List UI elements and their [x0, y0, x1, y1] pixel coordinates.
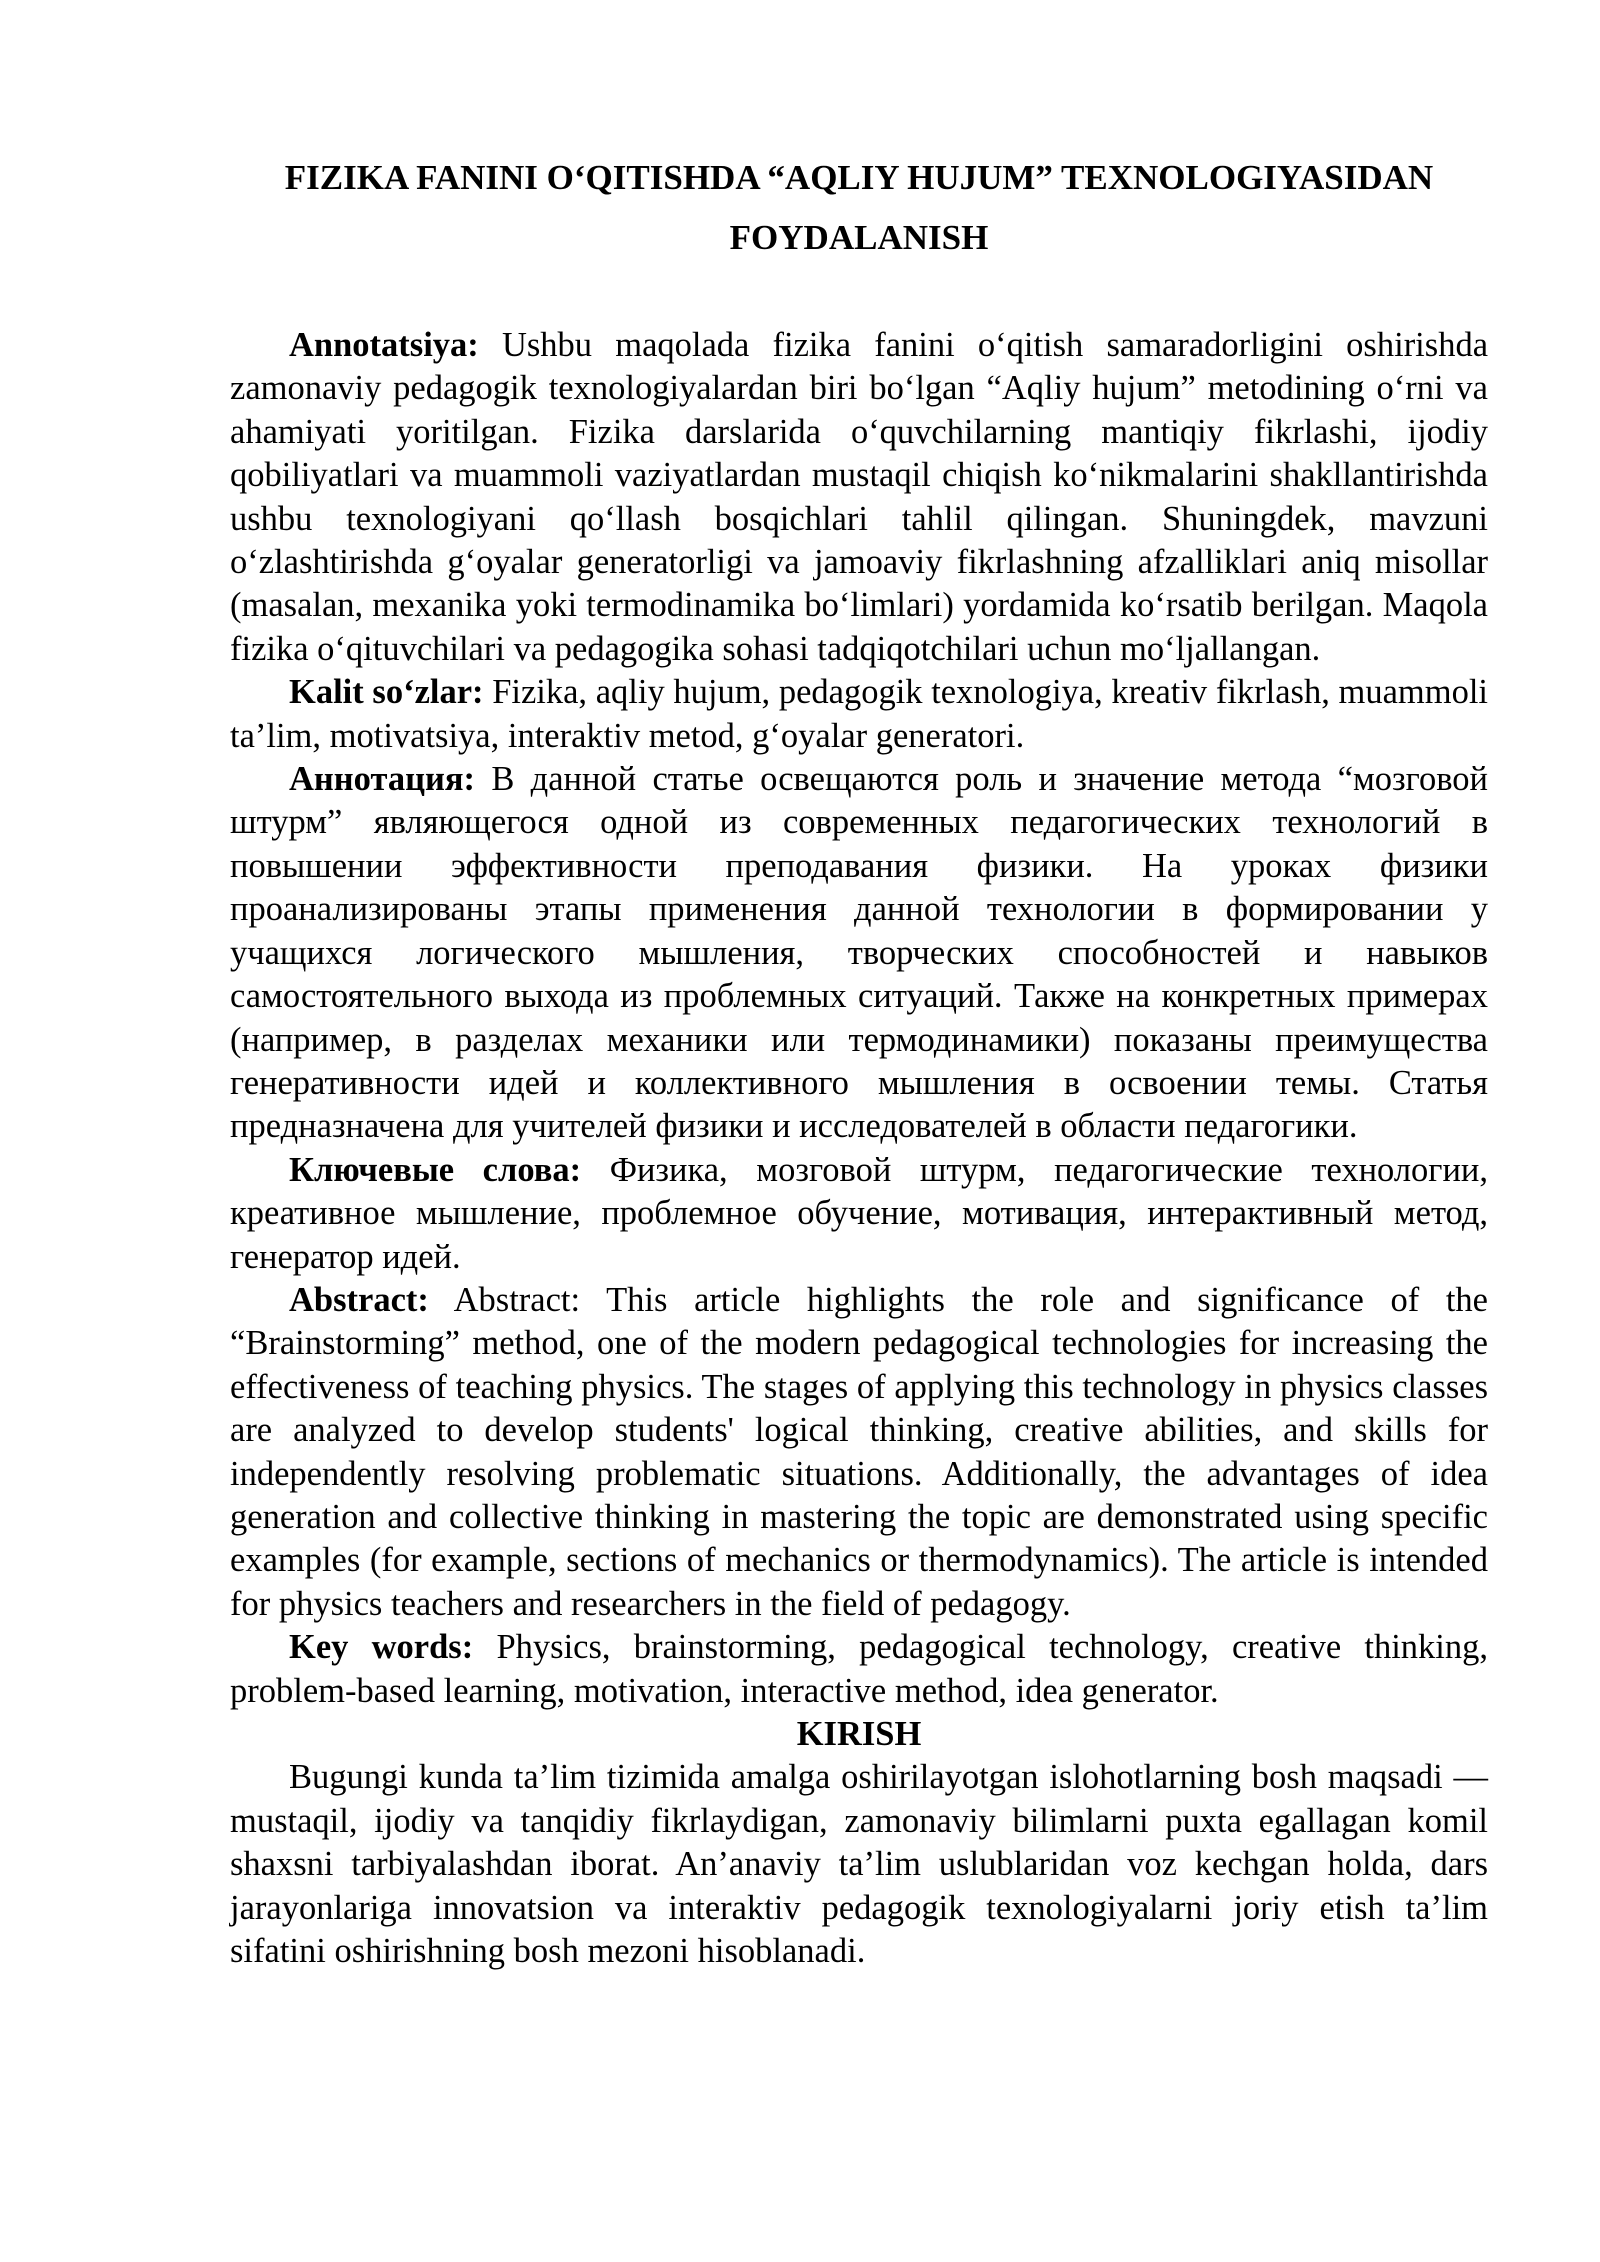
title-line-1: FIZIKA FANINI O‘QITISHDA “AQLIY HUJUM” TEXNOLOGIYASIDAN — [284, 158, 1434, 197]
document-title — [230, 148, 1488, 268]
keywords-uz-text: Fizika, aqliy hujum, pedagogik texnologiya, kreativ fikrlash, muammoli ta’lim, motivatsiya, interaktiv metod, g‘oyalar generatori. — [230, 673, 1489, 755]
annotation-uz — [230, 324, 1488, 671]
annotation-uz-label: Annotatsiya: — [289, 326, 479, 364]
abstract-en — [230, 1279, 1488, 1626]
annotation-ru-label: Аннотация: — [289, 760, 475, 799]
keywords-ru — [230, 1149, 1488, 1279]
intro-paragraph: Bugungi kunda ta’lim tizimida amalga oshirilayotgan islohotlarning bosh maqsadi — mustaqil, ijodiy va tanqidiy fikrlaydigan, zamonaviy bilimlarni puxta egallagan komil shaxsni tarbiyalashdan iborat. An’anaviy ta’lim uslublaridan voz kechgan holda, dars jarayonlariga innovatsion va interaktiv pedagogik texnologiyalarni joriy etish ta’lim sifatini oshirishning bosh mezoni hisoblanadi. — [230, 1758, 1488, 1971]
keywords-en — [230, 1626, 1488, 1713]
abstract-en-label: Abstract: — [289, 1280, 429, 1319]
keywords-uz-label: Kalit so‘zlar: — [289, 673, 484, 712]
annotation-ru — [230, 758, 1488, 1149]
document-page — [230, 148, 1488, 1973]
section-heading-intro: KIRISH — [796, 1715, 922, 1753]
abstract-en-text: Abstract: This article highlights the role and significance of the “Brainstorming” method, one of the modern pedagogical technologies for increasing the effectiveness of teaching physics. The stages of applying this technology in physics classes are analyzed to develop students' logical thinking, creative abilities, and skills for independently resolving problematic situations. Additionally, the advantages of idea generation and collective thinking in mastering the topic are demonstrated using specific examples (for example, sections of mechanics or thermodynamics). The article is intended for physics teachers and researchers in the field of pedagogy. — [230, 1280, 1488, 1623]
keywords-uz — [230, 671, 1488, 758]
keywords-ru-text: Физика, мозговой штурм, педагогические технологии, креативное мышление, проблемное обучение, мотивация, интерактивный метод, генератор идей. — [230, 1150, 1488, 1276]
annotation-ru-text: В данной статье освещаются роль и значение метода “мозговой штурм” являющегося одной из современных педагогических технологий в повышении эффективности преподавания физики. На уроках физики проанализированы этапы применения данной технологии в формировании у учащихся логического мышления, творческих способностей и навыков самостоятельного выхода из проблемных ситуаций. Также на конкретных примерах (например, в разделах механики или термодинамики) показаны преимущества генеративности идей и коллективного мышления в освоении темы. Статья предназначена для учителей физики и исследователей в области педагогики. — [230, 760, 1488, 1146]
keywords-en-text: Physics, brainstorming, pedagogical technology, creative thinking, problem-based learning, motivation, interactive method, idea generator. — [230, 1628, 1489, 1710]
document-body — [230, 324, 1488, 1973]
keywords-ru-label: Ключевые слова: — [289, 1150, 582, 1189]
annotation-uz-text: Ushbu maqolada fizika fanini o‘qitish samaradorligini oshirishda zamonaviy pedagogik texnologiyalardan biri bo‘lgan “Aqliy hujum” metodining o‘rni va ahamiyati yoritilgan. Fizika darslarida o‘quvchilarning mantiqiy fikrlashi, ijodiy qobiliyatlari va muammoli vaziyatlardan mustaqil chiqish ko‘nikmalarini shakllantirishda ushbu texnologiyani qo‘llash bosqichlari tahlil qilingan. Shuningdek, mavzuni o‘zlashtirishda g‘oyalar generatorligi va jamoaviy fikrlashning afzalliklari aniq misollar (masalan, mexanika yoki termodinamika bo‘limlari) yordamida ko‘rsatib berilgan. Maqola fizika o‘qituvchilari va pedagogika sohasi tadqiqotchilari uchun mo‘ljallangan. — [230, 326, 1489, 668]
title-line-2: FOYDALANISH — [729, 218, 989, 257]
keywords-en-label: Key words: — [289, 1628, 474, 1667]
